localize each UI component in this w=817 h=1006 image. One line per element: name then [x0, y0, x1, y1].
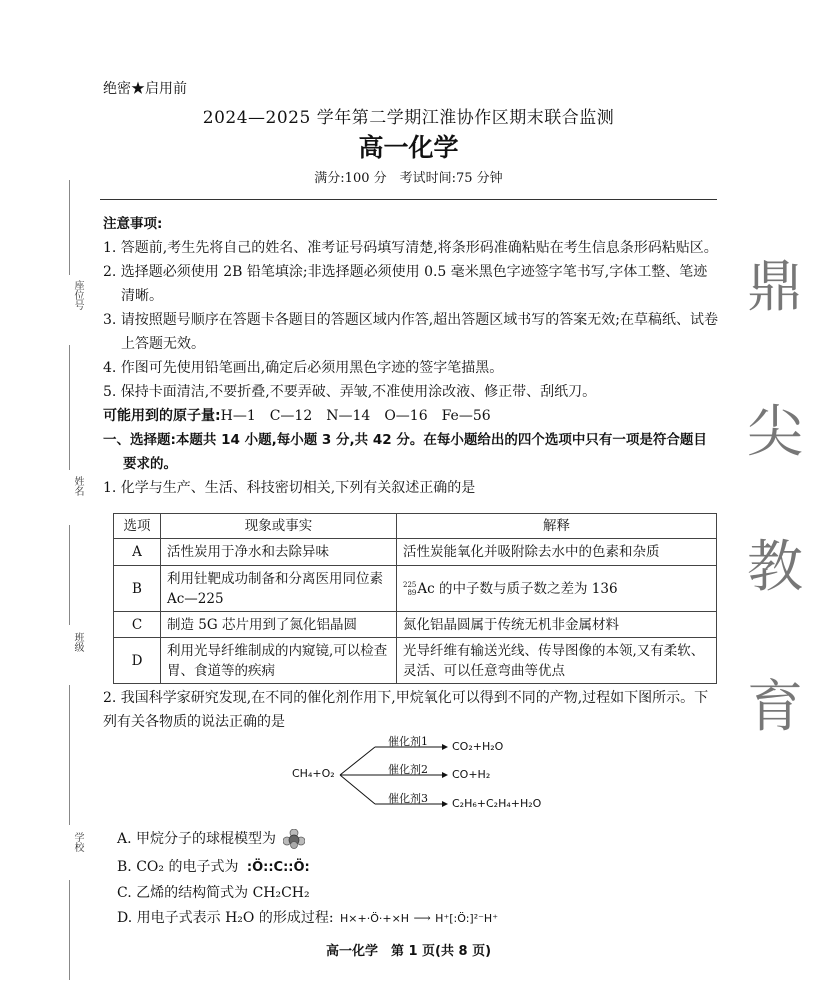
- reaction-diagram: [290, 735, 550, 815]
- col-option: 选项: [114, 514, 161, 539]
- subject-title: 高一化学: [358, 133, 459, 162]
- q1-table: [113, 513, 717, 684]
- table-row: [114, 612, 717, 638]
- option-c: C. 乙烯的结构简式为 CH₂CH₂: [117, 885, 310, 901]
- section-one-title: 一、选择题:本题共 14 小题,每小题 3 分,共 42 分。在每小题给出的四个选项中只有一项是符合题目要求的。: [103, 432, 707, 472]
- h2o-reactants: H×+·Ö·+×H: [340, 912, 410, 925]
- watermark-char: 尖: [747, 400, 803, 465]
- binding-strip: [0, 180, 100, 980]
- watermark-char: 育: [747, 675, 803, 740]
- catalyst-label: 催化剂2: [388, 763, 428, 776]
- nuclide-symbol: [403, 581, 416, 597]
- option-d-text: D. 用电子式表示 H₂O 的形成过程:: [117, 910, 334, 926]
- co2-electron-formula: :Ö::C::Ö:: [246, 860, 310, 875]
- notice-item: 5. 保持卡面清洁,不要折叠,不要弄破、弄皱,不准使用涂改液、修正带、刮纸刀。: [103, 384, 597, 400]
- class-label: 班级: [72, 632, 83, 652]
- binding-line: [69, 685, 70, 825]
- ball-stick-model-icon: [283, 829, 305, 849]
- watermark-char: 鼎: [747, 255, 803, 320]
- atomic-number: 89: [407, 589, 417, 597]
- table-row: [114, 566, 717, 612]
- page-footer: 高一化学 第 1 页(共 8 页): [325, 944, 492, 959]
- school-label: 学校: [72, 832, 83, 852]
- catalyst-label: 催化剂1: [388, 735, 428, 748]
- notice-item: 2. 选择题必须使用 2B 铅笔填涂;非选择题必须使用 0.5 毫米黑色字迹签字笔书写,字体工整、笔迹清晰。: [103, 264, 708, 304]
- table-row: [114, 638, 717, 684]
- row-fact: 利用钍靶成功制备和分离医用同位素 Ac—225: [161, 566, 397, 612]
- row-fact: 制造 5G 芯片用到了氮化铝晶圆: [161, 612, 397, 638]
- h2o-product: H⁺[:Ö:]²⁻H⁺: [435, 912, 499, 925]
- option-a-text: A. 甲烷分子的球棍模型为: [117, 831, 277, 847]
- row-option: D: [114, 638, 161, 684]
- notice-item: 4. 作图可先使用铅笔画出,确定后必须用黑色字迹的签字笔描黑。: [103, 360, 504, 376]
- table-row: [114, 539, 717, 566]
- notice-item: 3. 请按照题号顺序在答题卡各题目的答题区域内作答,超出答题区域书写的答案无效;在草稿纸、试卷上答题无效。: [103, 312, 718, 352]
- row-explain: 活性炭能氧化并吸附除去水中的色素和杂质: [397, 539, 717, 566]
- col-explain: 解释: [397, 514, 717, 539]
- instructions: [103, 212, 719, 500]
- binding-line: [69, 880, 70, 980]
- atomic-label: 可能用到的原子量:: [103, 408, 221, 424]
- row-fact: 活性炭用于净水和去除异味: [161, 539, 397, 566]
- row-fact: 利用光导纤维制成的内窥镜,可以检查胃、食道等的疾病: [161, 638, 397, 684]
- row-explain: 光导纤维有输送光线、传导图像的本领,又有柔软、灵活、可以任意弯曲等优点: [397, 638, 717, 684]
- option-b-text: B. CO₂ 的电子式为: [117, 859, 239, 875]
- binding-line: [69, 525, 70, 625]
- product: C₂H₆+C₂H₄+H₂O: [452, 797, 542, 810]
- explain-text: Ac 的中子数与质子数之差为 136: [417, 580, 618, 597]
- row-option: A: [114, 539, 161, 566]
- binding-line: [69, 180, 70, 275]
- row-option: B: [114, 566, 161, 612]
- binding-line: [69, 345, 70, 470]
- header-divider: [100, 199, 717, 200]
- notice-title: 注意事项:: [103, 216, 163, 232]
- watermark-char: 教: [747, 535, 803, 600]
- product: CO₂+H₂O: [452, 740, 504, 753]
- exam-title: 2024—2025 学年第二学期江淮协作区期末联合监测: [202, 108, 615, 128]
- name-label: 姓名: [72, 476, 83, 496]
- atomic-values: H—1 C—12 N—14 O—16 Fe—56: [220, 408, 491, 424]
- table-header-row: [114, 514, 717, 539]
- row-explain: [397, 566, 717, 612]
- confidential-mark: 绝密★启用前: [103, 81, 187, 97]
- row-explain: 氮化铝晶圆属于传统无机非金属材料: [397, 612, 717, 638]
- option-d: [117, 907, 498, 927]
- product: CO+H₂: [452, 768, 491, 781]
- option-b: [117, 856, 310, 876]
- option-a: [117, 828, 305, 849]
- reactant: CH₄+O₂: [292, 767, 335, 780]
- arrow-icon: ⟶: [413, 911, 431, 925]
- catalyst-label: 催化剂3: [388, 792, 428, 805]
- notice-item: 1. 答题前,考生先将自己的姓名、准考证号码填写清楚,将条形码准确粘贴在考生信息条形码粘贴区。: [103, 240, 718, 256]
- atomic-masses: [103, 404, 719, 428]
- q1-stem: 1. 化学与生产、生活、科技密切相关,下列有关叙述正确的是: [103, 480, 476, 496]
- row-option: C: [114, 612, 161, 638]
- q2-stem: 2. 我国科学家研究发现,在不同的催化剂作用下,甲烷氧化可以得到不同的产物,过程如下图所示。下列有关各物质的说法正确的是: [103, 690, 709, 730]
- seat-number-label: 座位号: [72, 280, 83, 310]
- mass-number: 225: [403, 581, 417, 589]
- exam-meta: 满分:100 分 考试时间:75 分钟: [314, 171, 503, 186]
- col-fact: 现象或事实: [161, 514, 397, 539]
